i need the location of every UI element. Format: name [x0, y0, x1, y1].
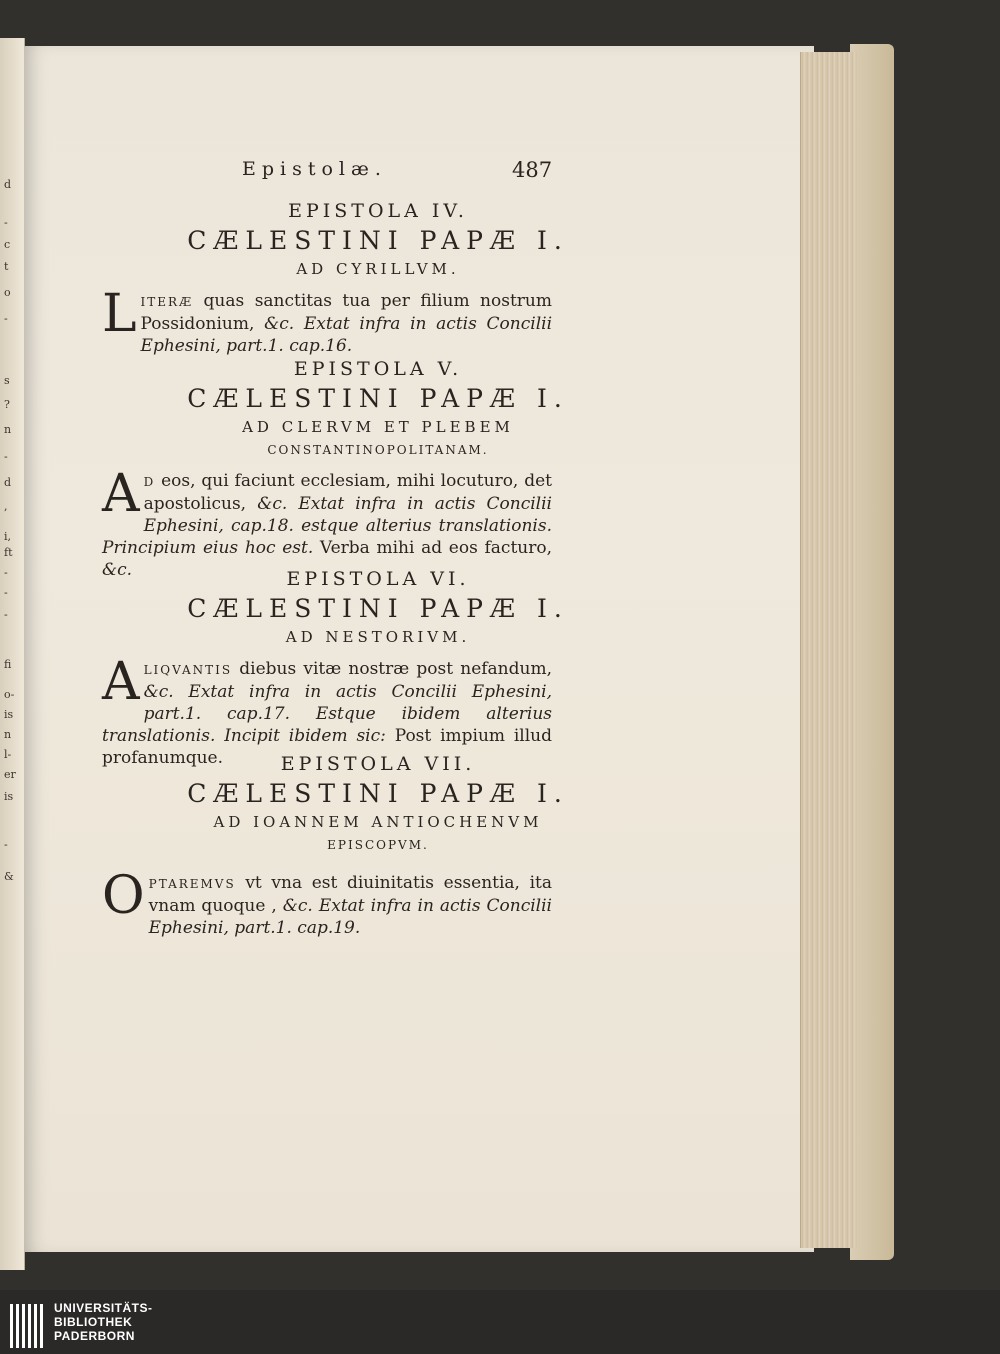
author-heading: CÆLESTINI PAPÆ I. [187, 384, 569, 413]
epistola-heading: EPISTOLA VII. [280, 753, 476, 775]
margin-fragment: c [4, 238, 11, 251]
author-heading: CÆLESTINI PAPÆ I. [187, 594, 569, 623]
margin-fragment: d [4, 476, 12, 489]
epistola-heading: EPISTOLA V. [293, 358, 463, 380]
epistola-heading: EPISTOLA IV. [288, 200, 468, 222]
margin-fragment: is [4, 790, 14, 803]
addressee-heading: AD CLERVM ET PLEBEM [242, 418, 514, 436]
lead-word: PTAREMVS [148, 877, 236, 891]
margin-fragment: ft [4, 546, 13, 559]
margin-fragment: n [4, 728, 12, 741]
epistola-heading: EPISTOLA VI. [286, 568, 470, 590]
page-number: 487 [512, 158, 553, 182]
margin-fragment: i, [4, 530, 12, 543]
running-head: Epistolæ. [242, 158, 387, 180]
paragraph-text: diebus vitæ nostræ post nefandum, [232, 659, 552, 679]
drop-capital: A [102, 652, 140, 712]
margin-fragment: l- [4, 748, 12, 761]
margin-fragment: - [4, 566, 8, 579]
epistle-paragraph [102, 284, 553, 357]
margin-fragment: , [4, 500, 8, 513]
margin-fragment: t [4, 260, 9, 273]
author-heading: CÆLESTINI PAPÆ I. [187, 779, 569, 808]
addressee-subheading: CONSTANTINOPOLITANAM. [267, 443, 489, 457]
margin-fragment: - [4, 838, 8, 851]
addressee-heading: AD IOANNEM ANTIOCHENVM [213, 813, 543, 831]
library-logo-text [54, 1301, 153, 1343]
logo-line: PADERBORN [54, 1329, 135, 1343]
margin-fragment: ? [4, 398, 10, 411]
logo-line: UNIVERSITÄTS- [54, 1301, 153, 1315]
paragraph-text: quas sanctitas tua per filium nostrum Possidonium, [140, 291, 552, 334]
margin-fragment: - [4, 586, 8, 599]
paragraph-reference: &c. Extat infra in actis Concilii Ephesini, cap.18. estque alterius translationis. Principium eius hoc est. [102, 494, 552, 558]
addressee-subheading: EPISCOPVM. [327, 838, 429, 852]
margin-fragment: o- [4, 688, 15, 701]
addressee-heading: AD CYRILLVM. [296, 260, 460, 278]
paragraph-text: eos, qui faciunt ecclesiam, mihi locuturo, det apostolicus, [143, 471, 552, 514]
margin-fragment: - [4, 312, 8, 325]
margin-fragment: - [4, 216, 8, 229]
drop-capital: O [102, 866, 145, 926]
margin-fragment: - [4, 608, 8, 621]
margin-fragment: er [4, 768, 16, 781]
margin-fragment: fi [4, 658, 12, 671]
margin-fragment: o [4, 286, 11, 299]
margin-fragment: d [4, 178, 12, 191]
drop-capital: L [102, 284, 137, 344]
drop-capital: A [102, 464, 140, 524]
paragraph-reference: &c. Extat infra in actis Concilii Ephesini, part.1. cap.19. [148, 896, 552, 938]
logo-line: BIBLIOTHEK [54, 1315, 133, 1329]
paragraph-reference: &c. Extat infra in actis Concilii Ephesini, part.1. cap.17. Estque ibidem alterius translationis. Incipit ibidem sic: [102, 682, 552, 746]
author-heading: CÆLESTINI PAPÆ I. [187, 226, 569, 255]
paragraph-reference: &c. Extat infra in actis Concilii Ephesini, part.1. cap.16. [140, 314, 553, 356]
margin-fragment: s [4, 374, 10, 387]
paragraph-etc: &c. [102, 560, 133, 580]
margin-fragment: - [4, 450, 8, 463]
paragraph-incipit: Post impium illud profanumque. [102, 726, 552, 768]
epistle-paragraph [102, 464, 552, 581]
margin-fragment: is [4, 708, 14, 721]
margin-fragment: n [4, 423, 12, 436]
paragraph-text: vt vna est diuinitatis essentia, ita vnam quoque , [148, 873, 552, 916]
lead-word: ITERÆ [140, 295, 194, 309]
lead-word: LIQVANTIS [143, 663, 233, 677]
addressee-heading: AD NESTORIVM. [285, 628, 471, 646]
margin-fragment: & [4, 870, 14, 883]
paragraph-incipit: Verba mihi ad eos facturo, [313, 538, 552, 558]
lead-word: D [143, 475, 156, 489]
epistle-paragraph [102, 866, 552, 939]
library-logo-icon [10, 1304, 46, 1348]
